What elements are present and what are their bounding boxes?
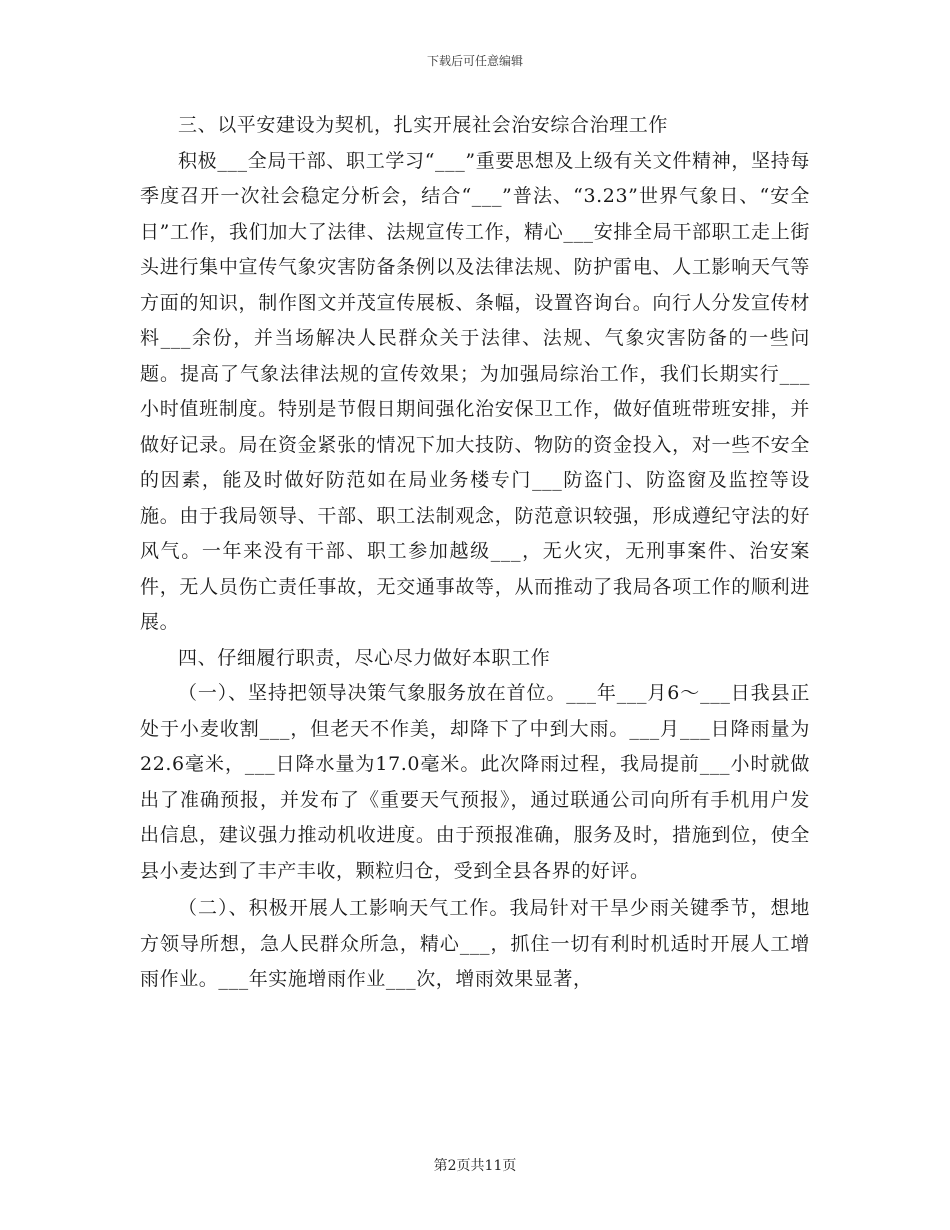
section-heading-four: 四、仔细履行职责，尽心尽力做好本职工作 [178,646,551,669]
section-heading-three: 三、以平安建设为契机，扎实开展社会治安综合治理工作 [178,114,669,136]
page-number: 第2页共11页 [433,1158,517,1174]
document-body [140,108,810,998]
paragraph-decision-service: （一）、坚持把领导决策气象服务放在首位。___年___月6～___日我县正处于小麦收割___，但老天不作美，却降下了中到大雨。___月___日降雨量为22.6毫米，___日降水量为17.0毫米。此次降雨过程，我局提前___小时就做出了准确预报，并发布了《重要天气预报》，通过联通公司向所有手机用户发出信息，建议强力推动机收进度。由于预报准确，服务及时，措施到位，使全县小麦达到了丰产丰收，颗粒归仓，受到全县各界的好评。 [140,682,810,882]
page-header-note: 下载后可任意编辑 [426,54,523,68]
paragraph-weather-modification: （二）、积极开展人工影响天气工作。我局针对干旱少雨关键季节，想地方领导所想，急人民群众所急，精心___，抓住一切有利时机适时开展人工增雨作业。___年实施增雨作业___次，增雨效果显著， [140,897,810,990]
paragraph-safety-work: 积极___全局干部、职工学习“___”重要思想及上级有关文件精神，坚持每季度召开一次社会稳定分析会，结合“___”普法、“3.23”世界气象日、“安全日”工作，我们加大了法律、法规宣传工作，精心___安排全局干部职工走上街头进行集中宣传气象灾害防备条例以及法律法规、防护雷电、人工影响天气等方面的知识，制作图文并茂宣传展板、条幅，设置咨询台。向行人分发宣传材料___余份，并当场解决人民群众关于法律、法规、气象灾害防备的一些问题。提高了气象法律法规的宣传效果；为加强局综治工作，我们长期实行___小时值班制度。特别是节假日期间强化治安保卫工作，做好值班带班安排，并做好记录。局在资金紧张的情况下加大技防、物防的资金投入，对一些不安全的因素，能及时做好防范如在局业务楼专门___防盗门、防盗窗及监控等设施。由于我局领导、干部、职工法制观念，防范意识较强，形成遵纪守法的好风气。一年来没有干部、职工参加越级___，无火灾，无刑事案件、治安案件，无人员伤亡责任事故，无交通事故等，从而推动了我局各项工作的顺利进展。 [140,149,810,633]
